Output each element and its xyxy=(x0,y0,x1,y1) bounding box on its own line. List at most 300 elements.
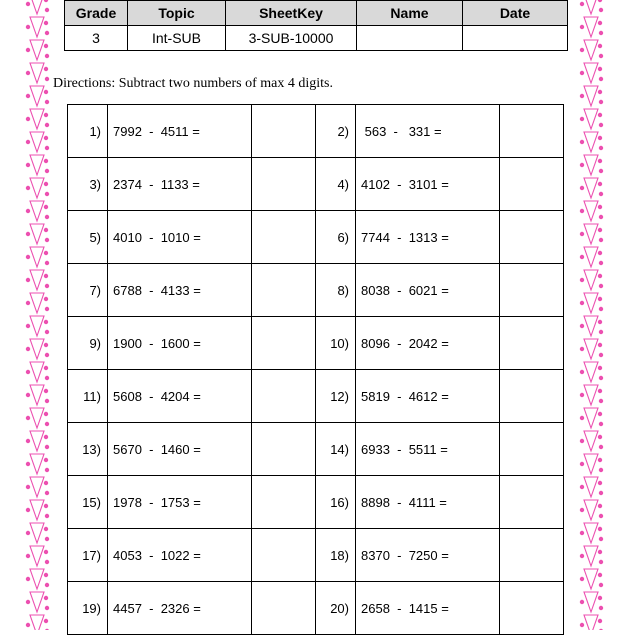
border-dot xyxy=(599,146,603,150)
problem-row xyxy=(68,370,564,423)
border-dot xyxy=(599,192,603,196)
answer-box[interactable] xyxy=(252,211,316,264)
border-dot xyxy=(44,573,48,577)
border-dot xyxy=(580,94,584,98)
border-dot xyxy=(45,376,49,380)
border-triangle xyxy=(584,339,598,359)
border-dot xyxy=(580,508,584,512)
problem-expression: 2374 - 1133 = xyxy=(108,158,252,211)
border-dot xyxy=(26,2,30,6)
border-triangle xyxy=(584,477,598,497)
answer-box[interactable] xyxy=(500,264,564,317)
border-dot xyxy=(580,232,584,236)
problem-number: 12) xyxy=(316,370,356,423)
border-triangle xyxy=(584,17,598,37)
decorative-border-right xyxy=(578,0,604,630)
border-dot xyxy=(598,136,602,140)
border-dot xyxy=(44,297,48,301)
border-dot xyxy=(598,550,602,554)
border-triangle xyxy=(584,109,598,129)
border-dot xyxy=(26,439,30,443)
border-dot xyxy=(599,100,603,104)
problem-number: 18) xyxy=(316,529,356,582)
answer-box[interactable] xyxy=(252,317,316,370)
problem-expression: 4053 - 1022 = xyxy=(108,529,252,582)
border-dot xyxy=(599,537,603,541)
border-dot xyxy=(44,320,48,324)
border-dot xyxy=(599,123,603,127)
border-triangle xyxy=(30,615,44,630)
border-dot xyxy=(45,606,49,610)
border-triangle xyxy=(584,293,598,313)
border-dot xyxy=(580,623,584,627)
sheet-info-table xyxy=(64,0,568,51)
problem-expression: 1900 - 1600 = xyxy=(108,317,252,370)
border-dot xyxy=(26,324,30,328)
border-dot xyxy=(598,67,602,71)
answer-box[interactable] xyxy=(500,476,564,529)
problem-row xyxy=(68,211,564,264)
border-dot xyxy=(45,307,49,311)
border-dot xyxy=(26,94,30,98)
border-dot xyxy=(598,389,602,393)
border-triangle xyxy=(30,86,44,106)
border-triangle xyxy=(584,63,598,83)
problem-number: 3) xyxy=(68,158,108,211)
border-triangle xyxy=(584,132,598,152)
border-dot xyxy=(598,366,602,370)
border-dot xyxy=(580,71,584,75)
border-dot xyxy=(26,623,30,627)
border-dot xyxy=(598,205,602,209)
border-dot xyxy=(598,343,602,347)
border-dot xyxy=(26,485,30,489)
border-dot xyxy=(26,48,30,52)
problem-expression: 8096 - 2042 = xyxy=(356,317,500,370)
border-triangle xyxy=(30,132,44,152)
header-date: Date xyxy=(463,1,568,26)
border-triangle xyxy=(584,247,598,267)
border-dot xyxy=(45,422,49,426)
answer-box[interactable] xyxy=(500,370,564,423)
answer-box[interactable] xyxy=(500,158,564,211)
border-dot xyxy=(26,600,30,604)
border-dot xyxy=(598,458,602,462)
value-sheetkey: 3-SUB-10000 xyxy=(226,26,357,51)
border-triangle xyxy=(30,477,44,497)
answer-box[interactable] xyxy=(500,317,564,370)
border-dot xyxy=(44,274,48,278)
problem-expression: 7992 - 4511 = xyxy=(108,105,252,158)
problem-number: 19) xyxy=(68,582,108,635)
border-dot xyxy=(580,416,584,420)
answer-box[interactable] xyxy=(252,370,316,423)
problem-expression: 1978 - 1753 = xyxy=(108,476,252,529)
border-dot xyxy=(44,596,48,600)
border-dot xyxy=(580,301,584,305)
problem-row xyxy=(68,264,564,317)
border-dot xyxy=(26,255,30,259)
problem-expression: 7744 - 1313 = xyxy=(356,211,500,264)
border-triangle xyxy=(584,454,598,474)
problem-number: 20) xyxy=(316,582,356,635)
border-dot xyxy=(580,462,584,466)
problem-expression: 4102 - 3101 = xyxy=(356,158,500,211)
border-dot xyxy=(45,560,49,564)
answer-box[interactable] xyxy=(500,211,564,264)
border-dot xyxy=(44,389,48,393)
answer-box[interactable] xyxy=(252,264,316,317)
border-dot xyxy=(599,238,603,242)
border-dot xyxy=(26,370,30,374)
border-triangle xyxy=(584,385,598,405)
border-dot xyxy=(580,370,584,374)
border-dot xyxy=(580,347,584,351)
border-dot xyxy=(45,238,49,242)
border-triangle xyxy=(584,569,598,589)
border-dot xyxy=(45,123,49,127)
border-dot xyxy=(44,251,48,255)
border-dot xyxy=(44,228,48,232)
border-dot xyxy=(44,113,48,117)
border-triangle xyxy=(584,40,598,60)
border-triangle xyxy=(584,431,598,451)
border-dot xyxy=(599,399,603,403)
border-dot xyxy=(44,205,48,209)
border-triangle xyxy=(30,454,44,474)
problem-expression: 563 - 331 = xyxy=(356,105,500,158)
problem-expression: 2658 - 1415 = xyxy=(356,582,500,635)
problem-number: 11) xyxy=(68,370,108,423)
border-triangle xyxy=(584,592,598,612)
border-dot xyxy=(45,31,49,35)
problem-number: 1) xyxy=(68,105,108,158)
border-triangle xyxy=(584,523,598,543)
border-dot xyxy=(26,25,30,29)
border-dot xyxy=(44,435,48,439)
border-triangle xyxy=(30,500,44,520)
problem-expression: 8370 - 7250 = xyxy=(356,529,500,582)
border-dot xyxy=(580,278,584,282)
problem-row xyxy=(68,423,564,476)
border-dot xyxy=(45,468,49,472)
border-dot xyxy=(580,577,584,581)
border-dot xyxy=(599,330,603,334)
border-dot xyxy=(44,527,48,531)
border-triangle xyxy=(30,40,44,60)
border-dot xyxy=(44,458,48,462)
border-dot xyxy=(45,77,49,81)
problem-row xyxy=(68,105,564,158)
problem-number: 9) xyxy=(68,317,108,370)
border-triangle xyxy=(584,546,598,566)
border-dot xyxy=(26,71,30,75)
border-triangle xyxy=(30,385,44,405)
border-dot xyxy=(26,577,30,581)
border-triangle xyxy=(30,339,44,359)
problem-expression: 5670 - 1460 = xyxy=(108,423,252,476)
border-dot xyxy=(44,619,48,623)
answer-box[interactable] xyxy=(500,423,564,476)
border-dot xyxy=(580,324,584,328)
border-triangle xyxy=(30,569,44,589)
border-dot xyxy=(45,583,49,587)
border-dot xyxy=(44,136,48,140)
border-triangle xyxy=(30,523,44,543)
problem-number: 16) xyxy=(316,476,356,529)
border-dot xyxy=(599,491,603,495)
value-date[interactable] xyxy=(463,26,568,51)
problem-row xyxy=(68,158,564,211)
border-dot xyxy=(580,186,584,190)
border-triangle xyxy=(30,592,44,612)
problem-number: 4) xyxy=(316,158,356,211)
border-dot xyxy=(599,514,603,518)
border-dot xyxy=(44,182,48,186)
border-dot xyxy=(598,21,602,25)
border-dot xyxy=(45,330,49,334)
border-dot xyxy=(599,169,603,173)
border-dot xyxy=(598,573,602,577)
border-dot xyxy=(599,422,603,426)
border-dot xyxy=(598,182,602,186)
problems-table xyxy=(67,104,564,635)
border-pattern-right xyxy=(578,0,604,630)
border-dot xyxy=(599,284,603,288)
problem-number: 8) xyxy=(316,264,356,317)
problem-row xyxy=(68,476,564,529)
problem-number: 6) xyxy=(316,211,356,264)
border-dot xyxy=(599,8,603,12)
border-dot xyxy=(44,504,48,508)
border-triangle xyxy=(584,0,598,14)
border-dot xyxy=(26,416,30,420)
problem-expression: 6933 - 5511 = xyxy=(356,423,500,476)
border-dot xyxy=(599,376,603,380)
border-pattern-left xyxy=(24,0,50,630)
border-dot xyxy=(580,600,584,604)
answer-box[interactable] xyxy=(500,582,564,635)
border-dot xyxy=(599,583,603,587)
border-dot xyxy=(44,366,48,370)
border-triangle xyxy=(30,0,44,14)
border-triangle xyxy=(30,201,44,221)
header-topic: Topic xyxy=(128,1,226,26)
border-dot xyxy=(45,537,49,541)
border-dot xyxy=(26,117,30,121)
border-dot xyxy=(598,159,602,163)
border-dot xyxy=(598,320,602,324)
problem-number: 17) xyxy=(68,529,108,582)
border-dot xyxy=(45,100,49,104)
border-dot xyxy=(44,90,48,94)
border-dot xyxy=(26,508,30,512)
border-triangle xyxy=(30,270,44,290)
border-triangle xyxy=(584,615,598,630)
border-dot xyxy=(45,514,49,518)
border-dot xyxy=(580,531,584,535)
answer-box[interactable] xyxy=(252,582,316,635)
border-dot xyxy=(45,8,49,12)
problem-expression: 4457 - 2326 = xyxy=(108,582,252,635)
border-dot xyxy=(580,209,584,213)
border-dot xyxy=(45,261,49,265)
border-dot xyxy=(26,462,30,466)
header-grade: Grade xyxy=(65,1,128,26)
border-triangle xyxy=(30,178,44,198)
problem-expression: 8898 - 4111 = xyxy=(356,476,500,529)
border-dot xyxy=(26,554,30,558)
border-dot xyxy=(598,412,602,416)
border-triangle xyxy=(584,270,598,290)
border-dot xyxy=(580,439,584,443)
value-name[interactable] xyxy=(357,26,463,51)
border-dot xyxy=(44,67,48,71)
border-dot xyxy=(599,560,603,564)
answer-box[interactable] xyxy=(252,423,316,476)
border-triangle xyxy=(30,362,44,382)
border-dot xyxy=(580,2,584,6)
border-dot xyxy=(45,353,49,357)
border-dot xyxy=(44,343,48,347)
problem-row xyxy=(68,317,564,370)
problem-expression: 5819 - 4612 = xyxy=(356,370,500,423)
border-dot xyxy=(580,25,584,29)
border-dot xyxy=(26,209,30,213)
border-dot xyxy=(45,491,49,495)
decorative-border-left xyxy=(24,0,50,630)
answer-box[interactable] xyxy=(252,476,316,529)
border-dot xyxy=(26,347,30,351)
problem-expression: 5608 - 4204 = xyxy=(108,370,252,423)
answer-box[interactable] xyxy=(500,105,564,158)
border-dot xyxy=(598,251,602,255)
border-dot xyxy=(599,261,603,265)
border-triangle xyxy=(30,224,44,244)
answer-box[interactable] xyxy=(252,105,316,158)
border-dot xyxy=(598,274,602,278)
border-dot xyxy=(26,140,30,144)
border-dot xyxy=(580,485,584,489)
border-dot xyxy=(44,44,48,48)
problem-number: 13) xyxy=(68,423,108,476)
border-dot xyxy=(599,215,603,219)
border-dot xyxy=(599,31,603,35)
border-dot xyxy=(45,54,49,58)
border-dot xyxy=(44,0,48,2)
border-dot xyxy=(45,169,49,173)
problem-number: 2) xyxy=(316,105,356,158)
border-dot xyxy=(580,48,584,52)
border-dot xyxy=(598,90,602,94)
border-triangle xyxy=(30,247,44,267)
header-sheetkey: SheetKey xyxy=(226,1,357,26)
problem-number: 5) xyxy=(68,211,108,264)
border-triangle xyxy=(584,316,598,336)
problem-expression: 6788 - 4133 = xyxy=(108,264,252,317)
border-dot xyxy=(598,0,602,2)
border-dot xyxy=(598,113,602,117)
border-dot xyxy=(45,445,49,449)
border-dot xyxy=(599,606,603,610)
border-dot xyxy=(598,44,602,48)
border-triangle xyxy=(584,178,598,198)
border-triangle xyxy=(30,546,44,566)
border-dot xyxy=(599,468,603,472)
border-triangle xyxy=(30,109,44,129)
border-triangle xyxy=(30,316,44,336)
border-dot xyxy=(26,531,30,535)
problem-expression: 4010 - 1010 = xyxy=(108,211,252,264)
problem-row xyxy=(68,582,564,635)
border-dot xyxy=(598,435,602,439)
border-dot xyxy=(598,619,602,623)
border-dot xyxy=(580,163,584,167)
border-dot xyxy=(26,163,30,167)
border-triangle xyxy=(30,293,44,313)
border-triangle xyxy=(584,86,598,106)
border-dot xyxy=(599,445,603,449)
border-dot xyxy=(580,140,584,144)
border-dot xyxy=(599,307,603,311)
problem-number: 7) xyxy=(68,264,108,317)
border-dot xyxy=(580,255,584,259)
border-dot xyxy=(598,504,602,508)
border-dot xyxy=(598,527,602,531)
border-triangle xyxy=(584,408,598,428)
answer-box[interactable] xyxy=(252,158,316,211)
border-dot xyxy=(45,146,49,150)
border-dot xyxy=(598,297,602,301)
border-triangle xyxy=(30,63,44,83)
value-topic: Int-SUB xyxy=(128,26,226,51)
border-dot xyxy=(598,481,602,485)
border-dot xyxy=(44,550,48,554)
border-triangle xyxy=(584,362,598,382)
border-triangle xyxy=(30,408,44,428)
border-dot xyxy=(45,284,49,288)
border-triangle xyxy=(584,224,598,244)
border-dot xyxy=(580,554,584,558)
problem-number: 10) xyxy=(316,317,356,370)
header-name: Name xyxy=(357,1,463,26)
border-dot xyxy=(598,596,602,600)
answer-box[interactable] xyxy=(252,529,316,582)
border-dot xyxy=(26,393,30,397)
border-dot xyxy=(599,77,603,81)
border-dot xyxy=(45,399,49,403)
border-dot xyxy=(44,481,48,485)
border-dot xyxy=(26,278,30,282)
border-triangle xyxy=(30,17,44,37)
border-triangle xyxy=(584,201,598,221)
border-dot xyxy=(26,301,30,305)
problem-number: 14) xyxy=(316,423,356,476)
border-triangle xyxy=(30,155,44,175)
border-dot xyxy=(598,228,602,232)
border-dot xyxy=(44,412,48,416)
border-dot xyxy=(580,393,584,397)
border-dot xyxy=(599,353,603,357)
border-triangle xyxy=(584,500,598,520)
problem-expression: 8038 - 6021 = xyxy=(356,264,500,317)
answer-box[interactable] xyxy=(500,529,564,582)
problem-row xyxy=(68,529,564,582)
directions-text: Directions: Subtract two numbers of max 4 digits. xyxy=(53,76,333,91)
border-dot xyxy=(26,232,30,236)
border-dot xyxy=(45,192,49,196)
border-dot xyxy=(599,54,603,58)
